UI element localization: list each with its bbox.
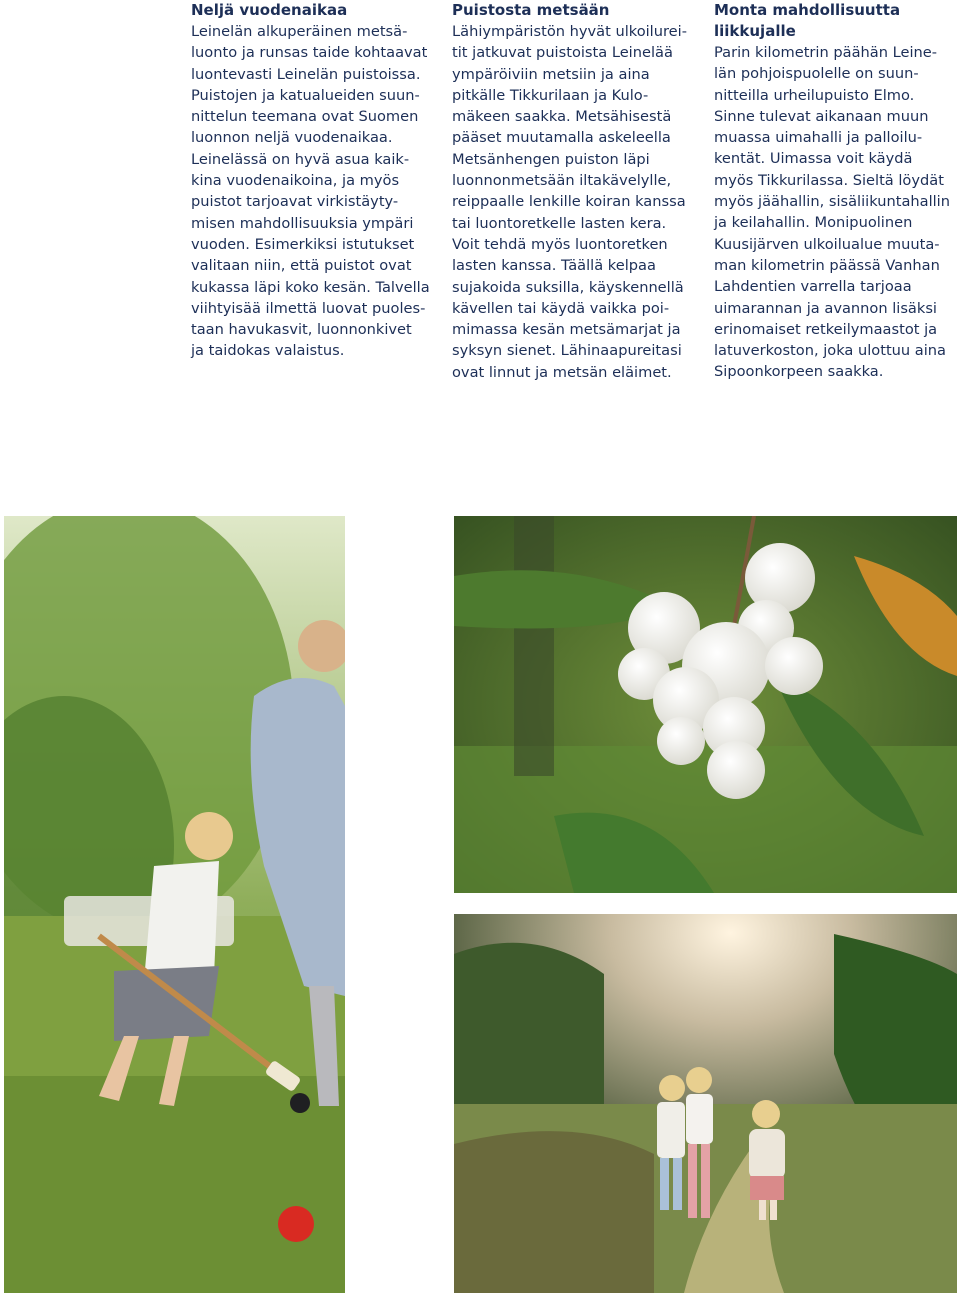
heather-field (454, 1131, 654, 1293)
child-head (752, 1100, 780, 1128)
child-leg (688, 1144, 697, 1218)
body-seasons: Leinelän alkuperäinen metsä- luonto ja runsas taide kohtaavat luontevasti Leinelän puistoissa. Puistojen ja katualueiden suun- nittelun teemana ovat Suomen luonnon neljä vuodenaikaa. Leinelässä on hyvä asua kaik- kina vuodenaikoina, ja myös puistot tarjoavat virkistäyty- misen mahdollisuuksia ympäri vuoden. Esimerkiksi istutukset valitaan niin, että puistot ovat kukassa läpi koko kesän. Talvella viihtyisää ilmettä luovat puoles- taan havukasvit, luonnonkivet ja taidokas valaistus. (191, 23, 430, 360)
article-column-seasons (191, 0, 441, 362)
child-shirt (144, 861, 219, 981)
article-column-sports (714, 0, 960, 383)
child-head (185, 812, 233, 860)
photo-white-berries (454, 516, 957, 893)
photo-croquet-game (4, 516, 345, 1293)
child-head (659, 1075, 685, 1101)
article-column-forest (452, 0, 702, 383)
child-head (686, 1067, 712, 1093)
croquet-ball-red (278, 1206, 314, 1242)
forest-path-illustration (454, 914, 957, 1293)
child-leg (770, 1200, 777, 1220)
child-leg (759, 1200, 766, 1220)
child-jacket (686, 1094, 713, 1144)
berries-illustration (454, 516, 957, 893)
heading-forest: Puistosta metsään (452, 1, 610, 19)
child-cardigan (749, 1129, 785, 1179)
berry (707, 741, 765, 799)
child-skirt (750, 1176, 784, 1200)
child-shorts (114, 966, 219, 1041)
berry (657, 717, 705, 765)
child-leg (673, 1158, 682, 1210)
croquet-ball-black (290, 1093, 310, 1113)
heading-seasons: Neljä vuodenaikaa (191, 1, 348, 19)
body-sports: Parin kilometrin päähän Leine- län pohjoispuolelle on suun- nitteilla urheilupuisto Elmo. Sinne tulevat aikanaan muun muassa uimahalli ja palloilu- kentät. Uimassa voit käydä myös Tikkurilassa. Sieltä löydät myös jäähallin, sisäliikuntahallin ja keilahallin. Monipuolinen Kuusijärven ulkoilualue muuta- man kilometrin päässä Vanhan Lahdentien varrella tarjoaa uimarannan ja avannon lisäksi erinomaiset retkeilymaastot ja latuverkoston, joka ulottuu aina Sipoonkorpeen saakka. (714, 44, 950, 381)
child-jacket (657, 1102, 685, 1158)
croquet-illustration (4, 516, 345, 1293)
child-leg (660, 1158, 669, 1210)
child-leg (701, 1144, 710, 1218)
tree-trunk (514, 516, 554, 776)
body-forest: Lähiympäristön hyvät ulkoilurei- tit jatkuvat puistoista Leinelää ympäröiviin metsiin ja aina pitkälle Tikkurilaan ja Kulo- mäkeen saakka. Metsähisestä pääset muutamalla askeleella Metsänhengen puiston läpi luonnonmetsään iltakävelylle, reippaalle lenkille koiran kanssa tai luontoretkelle lasten kera. Voit tehdä myös luontoretken lasten kanssa. Täällä kelpaa sujakoida suksilla, käyskennellä kävellen tai käydä vaikka poi- mimassa kesän metsämarjat ja syksyn sienet. Lähinaapureitasi ovat linnut ja metsän eläimet. (452, 23, 687, 381)
photo-children-forest-path (454, 914, 957, 1293)
berry (765, 637, 823, 695)
pine-tree-left (454, 943, 604, 1114)
heading-sports: Monta mahdollisuutta liikkujalle (714, 1, 901, 40)
